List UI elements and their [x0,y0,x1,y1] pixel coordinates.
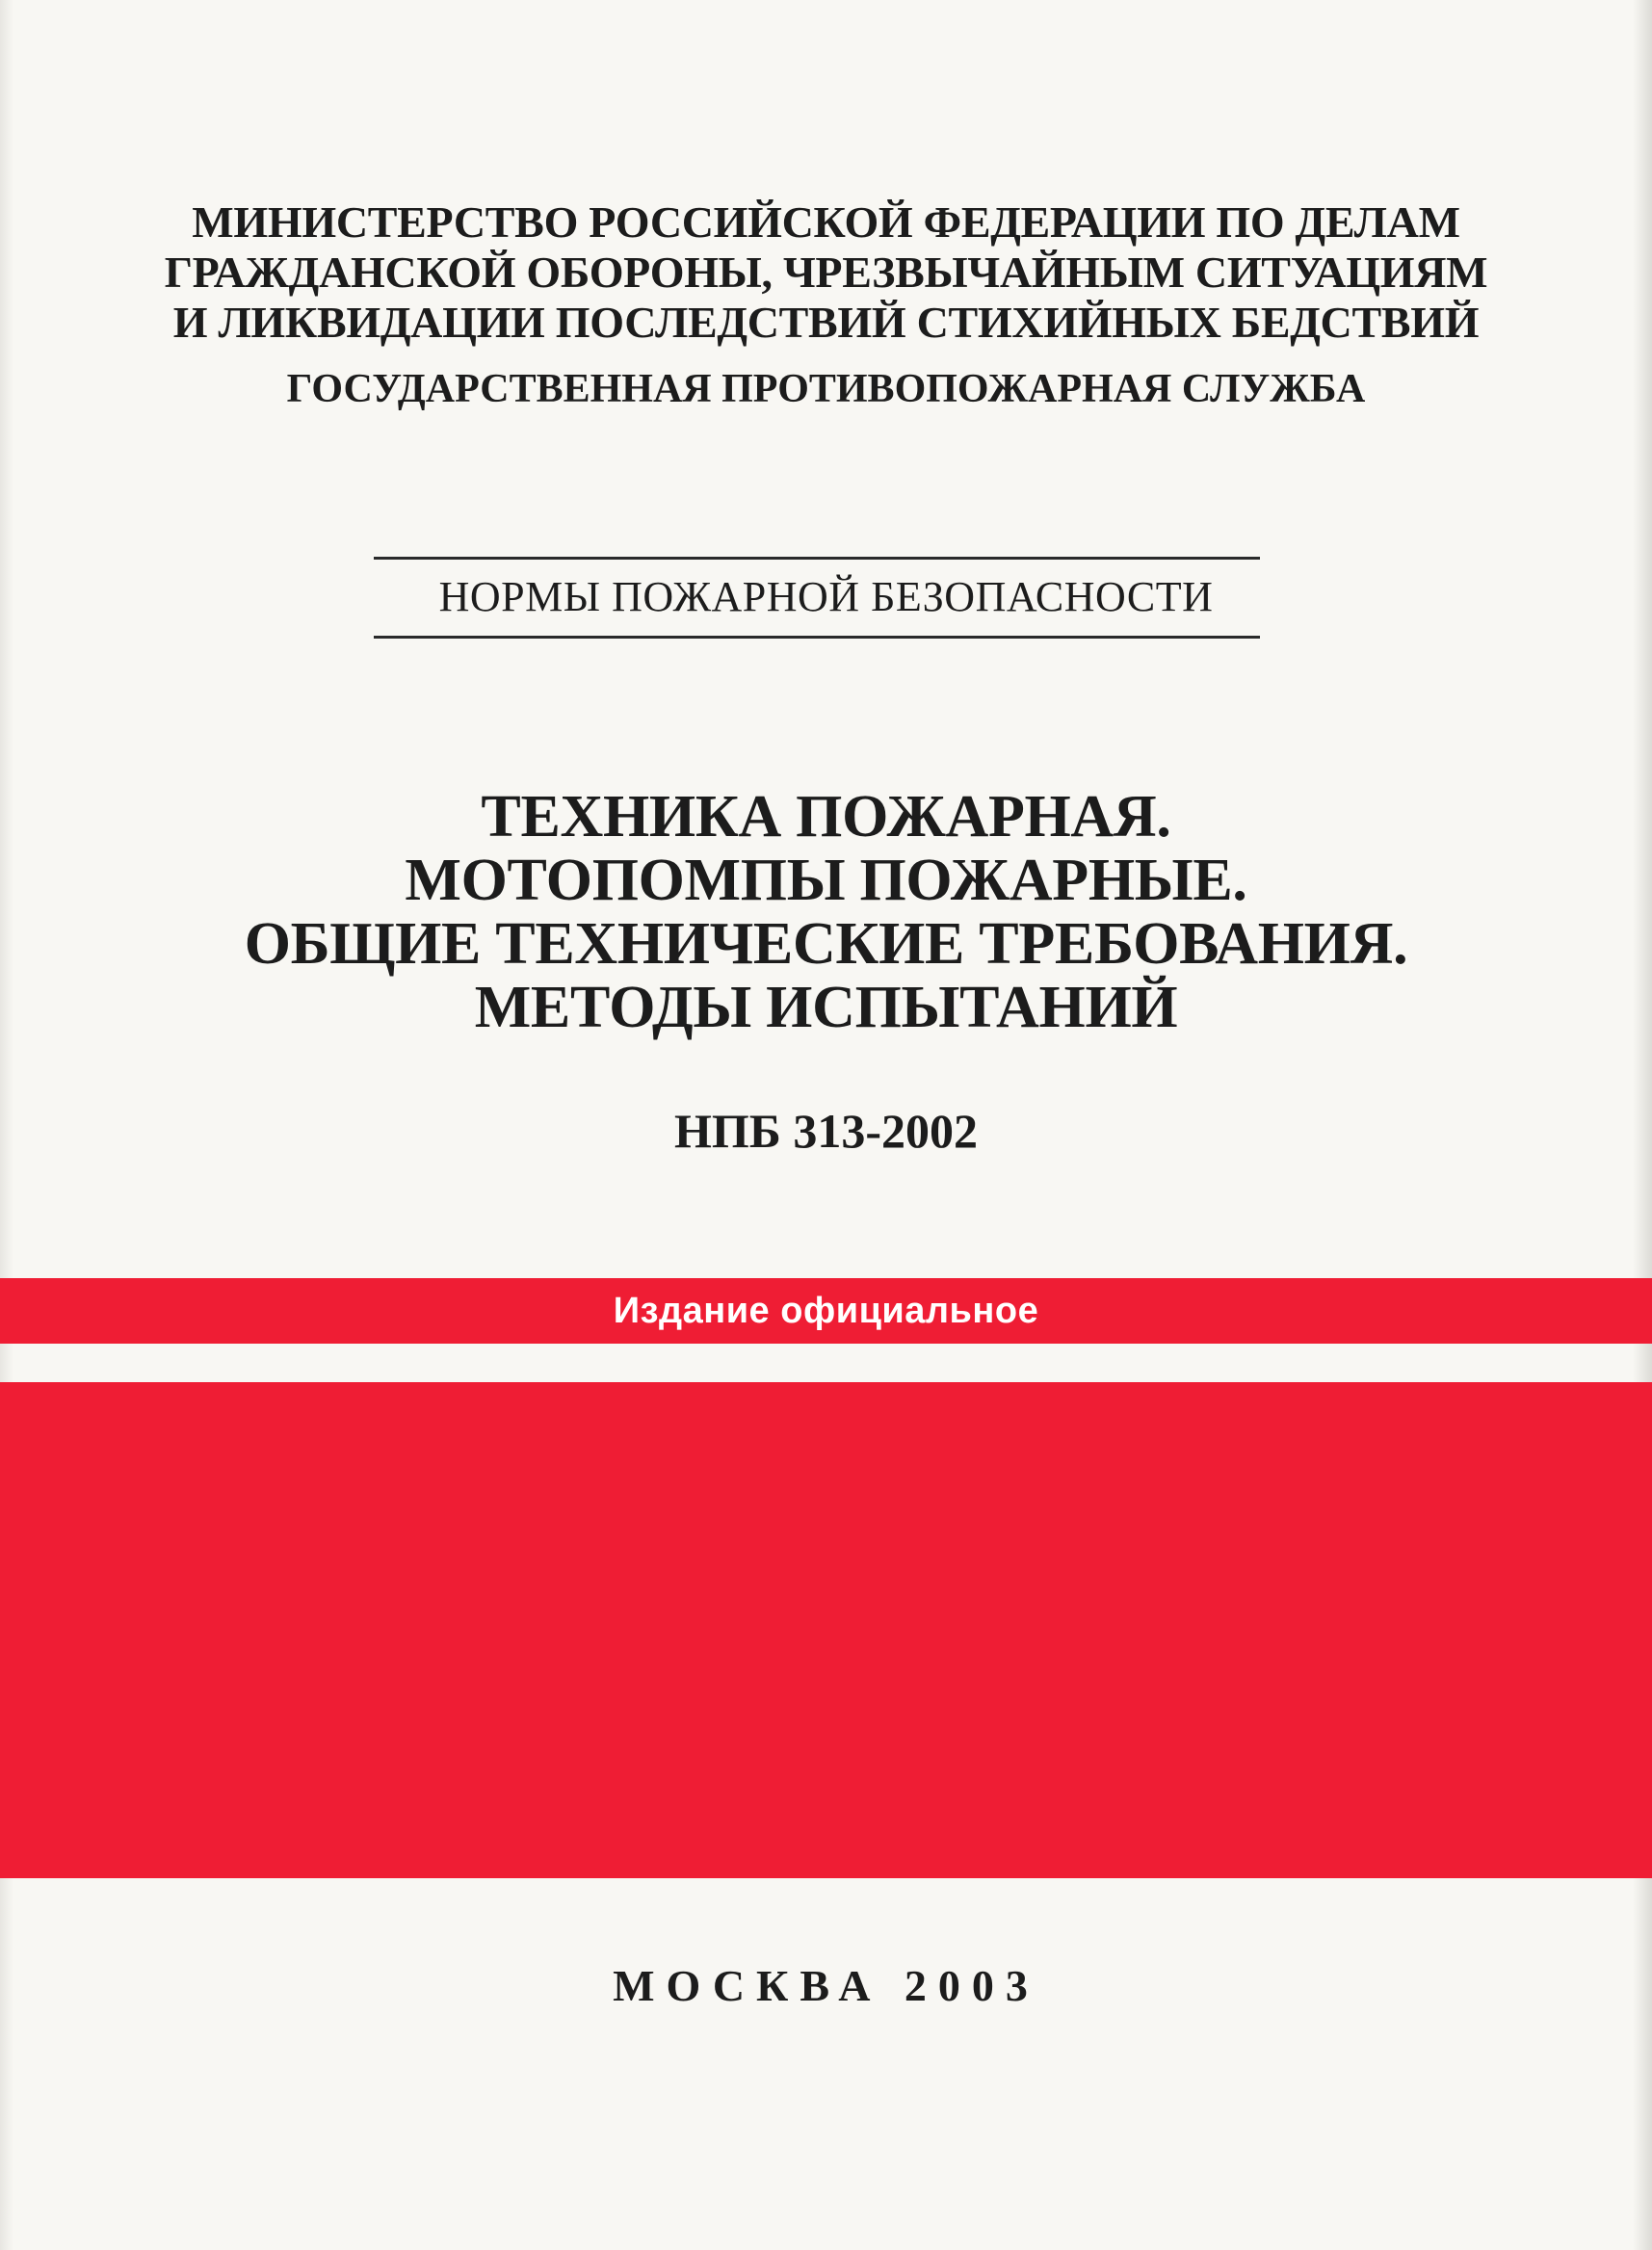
ministry-line-2: ГРАЖДАНСКОЙ ОБОРОНЫ, ЧРЕЗВЫЧАЙНЫМ СИТУАЦИЯМ [164,248,1488,297]
document-title [0,785,1652,1039]
red-band-thick [0,1382,1652,1878]
title-line-1: ТЕХНИКА ПОЖАРНАЯ. [481,784,1171,850]
city-year: МОСКВА 2003 [613,1961,1039,2010]
ministry-header [0,197,1652,348]
series-rule-top [374,557,1260,560]
title-line-4: МЕТОДЫ ИСПЫТАНИЙ [474,975,1178,1040]
series-label: НОРМЫ ПОЖАРНОЙ БЕЗОПАСНОСТИ [438,573,1214,620]
title-line-2: МОТОПОМПЫ ПОЖАРНЫЕ. [405,848,1247,913]
ministry-line-3: И ЛИКВИДАЦИИ ПОСЛЕДСТВИЙ СТИХИЙНЫХ БЕДСТВИЙ [172,298,1480,347]
edition-label: Издание официальное [613,1291,1039,1331]
series-rule-bottom [374,636,1260,639]
ministry-line-1: МИНИСТЕРСТВО РОССИЙСКОЙ ФЕДЕРАЦИИ ПО ДЕЛАМ [192,197,1460,247]
title-line-3: ОБЩИЕ ТЕХНИЧЕСКИЕ ТРЕБОВАНИЯ. [244,911,1408,977]
service-name: ГОСУДАРСТВЕННАЯ ПРОТИВОПОЖАРНАЯ СЛУЖБА [286,367,1366,411]
document-code: НПБ 313-2002 [674,1104,978,1158]
